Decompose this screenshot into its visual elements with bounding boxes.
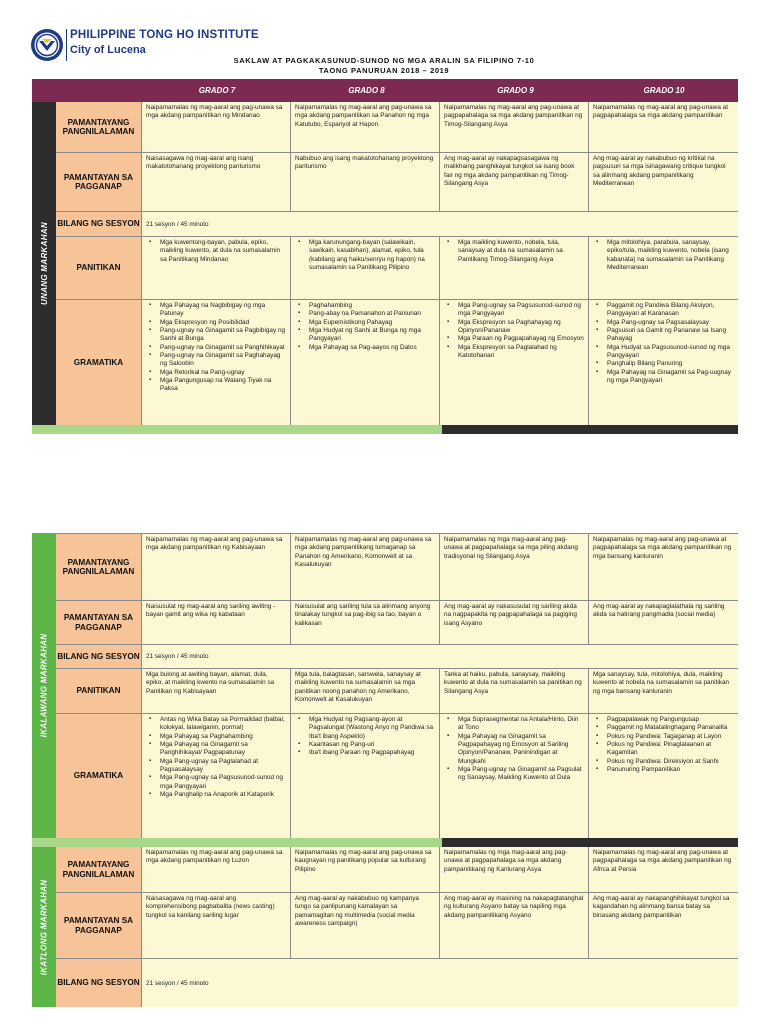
list-item: ▪ Pang-ugnay na Ginagamit sa Panghihikayat bbox=[146, 344, 286, 352]
q1-pp-g10: Naipamamalas ng mag-aaral ang pag-unawa at pagpapahalaga sa mga akdang pampanitikan bbox=[589, 102, 738, 152]
list-item: ▪ Mga Hudyat sa Pagsusunod-sunod ng mga Pangyayari bbox=[593, 344, 734, 361]
q2-ps-g9: Ang mag-aaral ay nakasusulat ng sariling akda na nagpapakita ng pagpapahalaga sa pagiging isang Asyano bbox=[440, 601, 589, 644]
q1-pan-g10 bbox=[589, 237, 738, 299]
list-item: ▪ Mga Pangungusap na Walang Tiyak na Paksa bbox=[146, 377, 286, 394]
list-item: ▪ Mga mitolohiya, parabula, sanaysay, epiko/tula, maikling kuwento, nobela (isang kabanata) na sumasalamin sa Panitikang Mediterranean bbox=[593, 239, 734, 272]
list-item: ▪ Mga Suprasegmental na Antala/Hinto, Diin at Tono bbox=[444, 716, 584, 733]
row-label: GRAMATIKA bbox=[56, 714, 142, 838]
list-item: ▪ Mga Pahayag sa Paghahambing bbox=[146, 733, 286, 741]
list-item: ▪ Mga Pahayag na Ginagamit sa Pag-uugnay ng mga Pangyayari bbox=[593, 369, 734, 386]
row-label: PAMANTAYANG PANGNILALAMAN bbox=[56, 102, 142, 152]
q2-pp-g10: Naipapamalas ng mag-aaral ang pag-unawa at pagpapahalaga sa mga akdang pampanitikan ng mga bansang kanluranin bbox=[589, 534, 738, 600]
q1-ps-g9: Ang mag-aaral ay nakapagsasagawa ng malikhaing panghikayat tungkol sa isang book fair ng mga akdang pampanitikan ng Timog-Silangang Asya bbox=[440, 153, 589, 211]
q2-pp-g7: Naipamamalas ng mag-aaral ang pag-unawa sa mga akdang pampanitikan ng Kabisayaan bbox=[142, 534, 291, 600]
list-item: ▪ Mga Ekspresyon sa Paghahayag ng Opinyon/Pananaw bbox=[444, 319, 584, 336]
document-title: SAKLAW AT PAGKAKASUNUD-SUNOD NG MGA ARALIN SA FILIPINO 7-10 bbox=[233, 56, 535, 65]
q1-pan-g7 bbox=[142, 237, 291, 299]
row-label: PAMANTAYANG PANGNILALAMAN bbox=[56, 534, 142, 600]
list-item: ▪ Mga Retorikal na Pang-ugnay bbox=[146, 369, 286, 377]
quarter-1-footer-left bbox=[32, 425, 442, 434]
list-item: ▪ Pagpapalawak ng Pangungusap bbox=[593, 716, 734, 724]
grade-8-header: GRADO 8 bbox=[348, 86, 385, 95]
q2-gram-g8 bbox=[291, 714, 440, 838]
list-item: ▪ Mga Pahayag na Nagbibigay ng mga Patunay bbox=[146, 302, 286, 319]
row-label: GRAMATIKA bbox=[56, 300, 142, 425]
quarter-3-table bbox=[32, 847, 738, 1007]
quarter-2-label: IKALAWANG MARKAHAN bbox=[32, 533, 56, 838]
list-item: ▪ Pokus ng Pandiwa: Direksiyon at Sanhi bbox=[593, 758, 734, 766]
list-item: ▪ Mga karunungang-bayan (salawikain, sawikain, kasabihan), alamat, epiko, tula (kabilang ang haiku/senryu ng hapon) na sumasalamin sa Panitikang Pilipino bbox=[295, 239, 435, 272]
quarter-1-footer-right bbox=[442, 425, 738, 434]
grade-9-header: GRADO 9 bbox=[497, 86, 534, 95]
q2-row-pp bbox=[56, 534, 738, 601]
list-item: ▪ Mga maikling kuwento, nobela, tula, sanaysay at dula na sumasalamin sa Panitikang Timog-Silangang Asya bbox=[444, 239, 584, 264]
list-item: ▪ Paggamit ng Matatalinghagang Pananalita bbox=[593, 724, 734, 732]
header-blank bbox=[32, 79, 142, 102]
q1-bs-value: 21 sesyon / 45 minuto bbox=[142, 212, 738, 236]
grade-7-header: GRADO 7 bbox=[198, 86, 236, 95]
q2-pp-g9: Naipamamalas ng mga mag-aaral ang pag-unawa at pagpapahalaga sa mga piling akdang tradisyonal ng Silangang Asya bbox=[440, 534, 589, 600]
school-year: TAONG PANURUAN 2018 – 2019 bbox=[318, 66, 450, 75]
q3-pp-g8: Naipamamalas ng mag-aaral ang pag-unawa sa kaugnayan ng panitikang popular sa kulturang Pilipino bbox=[291, 847, 440, 892]
q3-pp-g10: Naipamamalas ng mag-aaral ang pag-unawa at pagpapahalaga sa mga akdang pampanitikan ng Africa at Persia bbox=[589, 847, 738, 892]
q3-pp-g9: Naipamamalas ng mga mag-aaral ang pag-unawa at pagpapahalaga sa mga akdang pampanitikang ng Kanlurang Asya bbox=[440, 847, 589, 892]
q2-pp-g8: Naipamamalas ng mag-aaral ang pag-unawa sa mga akdang pampanitikang lumaganap sa Panahon ng Amerikano, Komonwelt at sa Kasalukuyan bbox=[291, 534, 440, 600]
list-item: ▪ Mga Eupemistikong Pahayag bbox=[295, 319, 435, 327]
list-item: ▪ Paghahambing bbox=[295, 302, 435, 310]
q1-row-bs bbox=[56, 212, 738, 237]
row-label: PAMANTAYAN SA PAGGANAP bbox=[56, 601, 142, 644]
q3-row-bs bbox=[56, 959, 738, 1007]
list-item: ▪ Kaantasan ng Pang-uri bbox=[295, 741, 435, 749]
quarter-2-table bbox=[32, 533, 738, 838]
q1-row-gram bbox=[56, 300, 738, 425]
list-item: ▪ Pang-ugnay na Ginagamit sa Pagbibigay ng Sanhi at Bunga bbox=[146, 327, 286, 344]
q2-bs-value: 21 sesyon / 45 minuto bbox=[142, 645, 738, 668]
institution-city: City of Lucena bbox=[70, 44, 146, 56]
list-item: ▪ Pang-ugnay na Ginagamit sa Paghahayag ng Saloobin bbox=[146, 352, 286, 369]
q1-pan-g9 bbox=[440, 237, 589, 299]
list-item: ▪ Pokus ng Pandiwa: Pinaglalaanan at Kagamitan bbox=[593, 741, 734, 758]
list-item: ▪ Mga Pahayag na Ginagamit sa Panghihikayat/ Pagpapatunay bbox=[146, 741, 286, 758]
q2-row-gram bbox=[56, 714, 738, 838]
grade-header-row bbox=[32, 79, 738, 102]
q2-ps-g7: Naisusulat ng mag-aaral ang sariling awiting - bayan gamit ang wika ng kabataan bbox=[142, 601, 291, 644]
q3-pp-g7: Naipamamalas ng mag-aaral ang pag-unawa sa mga akdang pampanitikan ng Luzon bbox=[142, 847, 291, 892]
row-label: PAMANTAYAN SA PAGGANAP bbox=[56, 893, 142, 958]
q1-pp-g9: Naipamamalas ng mag-aaral ang pag-unawa at pagpapahalaga sa mga akdang pampanitikan ng Timog-Silangang Asya bbox=[440, 102, 589, 152]
list-item: ▪ Mga Paraan ng Pagpapahayag ng Emosyon bbox=[444, 335, 584, 343]
row-label: BILANG NG SESYON bbox=[56, 645, 142, 668]
quarter-1-table bbox=[32, 102, 738, 425]
grade-10-header: GRADO 10 bbox=[643, 86, 685, 95]
q2-gram-g9 bbox=[440, 714, 589, 838]
list-item: ▪ Mga Pang-ugnay sa Pagsusunod-sunod ng mga Pangyayari bbox=[444, 302, 584, 319]
q2-row-ps bbox=[56, 601, 738, 645]
q1-row-pan bbox=[56, 237, 738, 300]
q1-pp-g8: Naipamamalas ng mag-aaral ang pag-unawa sa mga akdang pampanitikan sa Panahon ng mga Katutubo, Espanyol at Hapon bbox=[291, 102, 440, 152]
q1-ps-g7: Naisasagawa ng mag-aaral ang isang makatotohanang proyektong panturismo bbox=[142, 153, 291, 211]
q3-ps-g10: Ang mag-aaral ay nakapanghihikayat tungkol sa kagandahan ng alinmang bansa batay sa binasang akdang pampanitikan bbox=[589, 893, 738, 958]
list-item: ▪ Mga Pang-ugnay sa Paglalahad at Pagsasalaysay bbox=[146, 758, 286, 775]
q1-row-pp bbox=[56, 102, 738, 153]
row-label: PAMANTAYANG PANGNILALAMAN bbox=[56, 847, 142, 892]
q3-ps-g9: Ang mag-aaral ay masining na nakapagtatanghal ng kulturang Asyano batay sa napiling mga akdang pampanitikang Asyano bbox=[440, 893, 589, 958]
list-item: ▪ Antas ng Wika Batay sa Pormalidad (balbal, kolokyal, lalawiganin, pormal) bbox=[146, 716, 286, 733]
q2-pan-g9: Tanka at haiku, pabula, sanaysay, maikling kuwento at dula na sumasalamin sa panitikan ng Silangang Asya bbox=[440, 669, 589, 713]
q1-ps-g8: Nabubuo ang isang makatotohanang proyektong panturismo bbox=[291, 153, 440, 211]
row-label: BILANG NG SESYON bbox=[56, 959, 142, 1007]
list-item: ▪ Mga Pahayag na Ginagamit sa Pagpapahayag ng Emosyon at Sariling Opinyon/Pananaw, Paninindigan at Mungkahi bbox=[444, 733, 584, 766]
list-item: ▪ Panunuring Pampanitikan bbox=[593, 766, 734, 774]
row-label: PANITIKAN bbox=[56, 669, 142, 713]
list-item: ▪ Mga Pahayag sa Pag-aayos ng Datos bbox=[295, 344, 435, 352]
q2-pan-g10: Mga sanaysay, tula, mitolohiya, dula, maikling kuwento at nobela na sumasalamin sa panitikan ng mga bansang kanluranin bbox=[589, 669, 738, 713]
q2-row-pan bbox=[56, 669, 738, 714]
q2-pan-g8: Mga tula, balagtasan, sarswela, sanaysay at maikling kuwento na sumasalamin sa mga panitikan noong panahon ng Amerikano, Komonwelt at Kasalukuyan bbox=[291, 669, 440, 713]
quarter-3-label: IKATLONG MARKAHAN bbox=[32, 847, 56, 1007]
quarter-1-label: UNANG MARKAHAN bbox=[32, 102, 56, 425]
q3-row-pp bbox=[56, 847, 738, 893]
list-item: ▪ Mga Pang-ugnay sa Pagsusunod-sunod ng mga Pangyayari bbox=[146, 774, 286, 791]
list-item: ▪ Iba't ibang Paraan ng Pagpapahayag bbox=[295, 749, 435, 757]
list-item: ▪ Mga Panghalip na Anaporik at Kataporik bbox=[146, 791, 286, 799]
q2-pan-g7: Mga bulong at awiting bayan, alamat, dula, epiko, at maikling kwento na sumasalamin sa Panitikan ng Kabisayaan bbox=[142, 669, 291, 713]
list-item: ▪ Pang-abay na Pamanahon at Paniunan bbox=[295, 310, 435, 318]
q2-ps-g8: Naisusulat ang sariling tula sa alinmang anyong tinalakay tungkol sa pag-ibig sa tao, bayan o kalikasan bbox=[291, 601, 440, 644]
row-label: BILANG NG SESYON bbox=[56, 212, 142, 236]
q1-gram-g8 bbox=[291, 300, 440, 425]
q3-ps-g8: Ang mag-aaral ay nakabubuo ng kampanya tungo sa panlipunang kamalayan sa pamamagitan ng multimedia (social media awareness campaign) bbox=[291, 893, 440, 958]
list-item: ▪ Pokus ng Pandiwa: Tagaganap at Layon bbox=[593, 733, 734, 741]
q3-bs-value: 21 sesyon / 45 minuto bbox=[142, 959, 738, 1007]
q2-row-bs bbox=[56, 645, 738, 669]
q1-row-ps bbox=[56, 153, 738, 212]
q2-ps-g10: Ang mag-aaral ay nakapaglalathala ng sariling akda sa hatirang pangmadla (social media) bbox=[589, 601, 738, 644]
list-item: ▪ Mga Pang-ugnay na Ginagamit sa Pagsulat ng Sanaysay, Maikling Kuwento at Dula bbox=[444, 766, 584, 783]
list-item: ▪ Mga Ekspresyon sa Paglalahad ng Katotohanan bbox=[444, 344, 584, 361]
quarter-2-footer-left bbox=[32, 838, 442, 847]
row-label: PANITIKAN bbox=[56, 237, 142, 299]
q2-gram-g7 bbox=[142, 714, 291, 838]
institution-name: PHILIPPINE TONG HO INSTITUTE bbox=[70, 29, 259, 41]
q3-ps-g7: Naisasagawa ng mag-aaral ang komprehensibong pagbabalita (news casting) tungkol sa kanilang sariling lugar bbox=[142, 893, 291, 958]
q1-gram-g9 bbox=[440, 300, 589, 425]
list-item: ▪ Mga Hudyat ng Sanhi at Bunga ng mga Pangyayari bbox=[295, 327, 435, 344]
list-item: ▪ Panghalip Bilang Panuring bbox=[593, 360, 734, 368]
q1-gram-g10 bbox=[589, 300, 738, 425]
quarter-2-footer-right bbox=[442, 838, 738, 847]
q1-gram-g7 bbox=[142, 300, 291, 425]
row-label: PAMANTAYAN SA PAGGANAP bbox=[56, 153, 142, 211]
list-item: ▪ Paggamit ng Pandiwa Bilang Aksiyon, Pangyayari at Karanasan bbox=[593, 302, 734, 319]
list-item: ▪ Mga Hudyat ng Pagsang-ayon at Pagsalungat (Wastong Anyo ng Pandiwa sa Iba't ibang Aspekto) bbox=[295, 716, 435, 741]
q1-ps-g10: Ang mag-aaral ay nakabubuo ng kritikal na pagsusuri sa mga isinagawang critique tungkol sa alinmang akdang pampanitikang Mediterranean bbox=[589, 153, 738, 211]
list-item: ▪ Mga kuwentong-bayan, pabula, epiko, maikling kuwento, at dula na sumasalamin sa Panitikang Mindanao bbox=[146, 239, 286, 264]
list-item: ▪ Mga Ekspresyon ng Posibilidad bbox=[146, 319, 286, 327]
list-item: ▪ Pagsusuri sa Gamit ng Pananaw sa Isang Pahayag bbox=[593, 327, 734, 344]
q1-pp-g7: Naipamamalas ng mag-aaral ang pag-unawa sa mga akdang pampanitikan ng Mindanao bbox=[142, 102, 291, 152]
q3-row-ps bbox=[56, 893, 738, 959]
q2-gram-g10 bbox=[589, 714, 738, 838]
list-item: ▪ Mga Pang-ugnay sa Pagsasalaysay bbox=[593, 319, 734, 327]
q1-pan-g8 bbox=[291, 237, 440, 299]
